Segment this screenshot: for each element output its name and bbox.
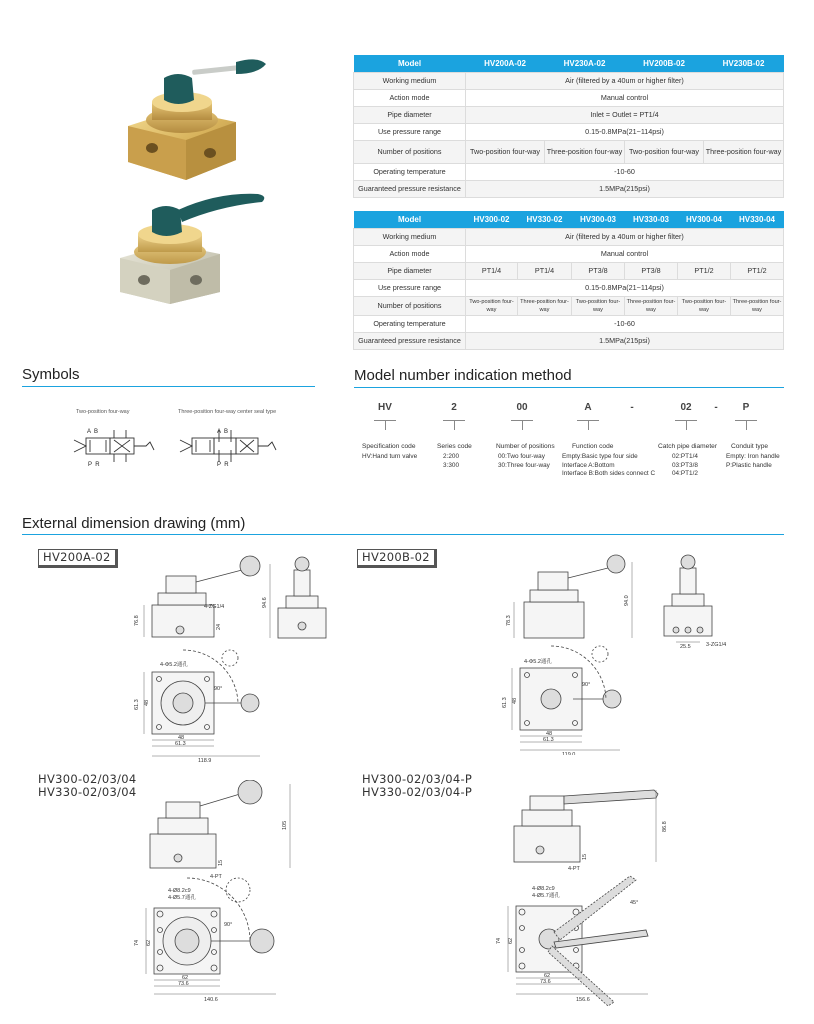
table-header-cell: HV330-04 (731, 211, 784, 229)
dim-label: 62 (146, 939, 152, 946)
row-value: 0.15-0.8MPa(21~114psi) (466, 124, 784, 141)
dim-label: 73.6 (540, 979, 551, 985)
dim-label: 156.6 (576, 997, 590, 1003)
row-cell: Three-position four-way (625, 297, 678, 316)
row-label: Pipe diameter (354, 107, 466, 124)
row-value: 0.15-0.8MPa(21~114psi) (466, 280, 784, 297)
row-value: -10-60 (466, 316, 784, 333)
dim-label: 105 (282, 820, 288, 830)
table-row (354, 229, 784, 246)
row-cell: Two-position four-way (466, 297, 518, 316)
section-title-dimension: External dimension drawing (mm) (22, 515, 246, 532)
row-cell: PT1/2 (678, 263, 731, 280)
row-cell: PT3/8 (625, 263, 678, 280)
dim-label: 48 (178, 735, 185, 741)
spec-table-hv300 (353, 211, 784, 350)
table-header-cell: HV230A-02 (545, 55, 625, 73)
column-lines (498, 453, 550, 470)
row-value: -10-60 (466, 164, 784, 181)
row-cell: PT1/4 (518, 263, 572, 280)
row-cell: Three-position four-way (545, 141, 625, 164)
column-lines (362, 453, 417, 462)
row-cell: PT1/4 (466, 263, 518, 280)
dim-label: 48 (144, 699, 150, 706)
dim-label: 45° (630, 900, 639, 906)
dim-label: 3-ZG1/4 (706, 642, 727, 648)
row-label: Guaranteed pressure resistance (354, 333, 466, 350)
product-image-brass-valve (108, 48, 278, 188)
code-function: A (584, 402, 592, 413)
table-header-cell: HV300-04 (678, 211, 731, 229)
table-header-cell: HV200A-02 (466, 55, 545, 73)
drawing-hv300 (120, 780, 340, 1010)
dim-label: 118.9 (198, 758, 212, 764)
dim-label: 62 (544, 973, 551, 979)
dim-label: 74 (496, 937, 502, 944)
column-title: Function code (572, 443, 614, 450)
row-label: Number of positions (354, 141, 466, 164)
symbol-ports-bottom: P R (88, 462, 100, 468)
row-cell: Three-position four-way (518, 297, 572, 316)
dim-label: 61.3 (543, 737, 554, 743)
dim-label: 4-PT (568, 866, 580, 872)
table-row (354, 246, 784, 263)
symbol-caption-two-position: Two-position four-way (76, 409, 130, 415)
row-cell: PT1/2 (731, 263, 784, 280)
dim-label: 94.6 (262, 597, 268, 608)
dim-label: 119.0 (562, 752, 576, 755)
dim-label: 48 (512, 697, 518, 704)
table-header-cell: HV330-02 (518, 211, 572, 229)
table-row (354, 263, 784, 280)
dim-label: 90° (582, 682, 591, 688)
table-header-row (354, 55, 784, 73)
dim-label: 4-Φ5.2通孔 (160, 662, 188, 668)
drawing-label-line: HV330-02/03/04-P (362, 785, 473, 799)
dim-label: 4-Ø5.7通孔 (168, 895, 196, 901)
table-row (354, 164, 784, 181)
dim-label: 15 (582, 853, 588, 860)
column-line: 2:200 (443, 453, 459, 460)
row-cell: Two-position four-way (572, 297, 625, 316)
row-label: Guaranteed pressure resistance (354, 181, 466, 198)
dim-label: 61.3 (134, 699, 140, 710)
row-label: Working medium (354, 73, 466, 90)
column-lines (672, 453, 698, 479)
row-value: Manual control (466, 90, 784, 107)
column-lines (443, 453, 459, 470)
row-value: Manual control (466, 246, 784, 263)
column-title: Conduit type (731, 443, 769, 450)
column-lines (726, 453, 780, 470)
code-marker (588, 420, 589, 430)
code-marker (454, 420, 455, 430)
dim-label: 4-Ø5.7通孔 (532, 893, 560, 899)
row-cell: Two-position four-way (466, 141, 545, 164)
dim-label: 86.8 (662, 821, 668, 832)
table-row (354, 316, 784, 333)
column-line: HV:Hand turn valve (362, 453, 418, 460)
valve-symbol-two-position (64, 428, 164, 472)
row-value: 1.5MPa(215psi) (466, 333, 784, 350)
table-row (354, 124, 784, 141)
code-pipe: 02 (680, 402, 692, 413)
column-line: Empty:Basic type four side (562, 453, 638, 460)
row-label: Use pressure range (354, 124, 466, 141)
code-marker (686, 420, 687, 430)
dim-label: 4-Φ5.2通孔 (524, 659, 552, 665)
valve-symbol-three-position (176, 428, 286, 472)
row-value: Air (filtered by a 40um or higher filter) (466, 73, 784, 90)
row-label: Operating temperature (354, 316, 466, 333)
drawing-label-line: HV300-02/03/04 (38, 772, 137, 786)
row-label: Working medium (354, 229, 466, 246)
drawing-hv300p (480, 780, 710, 1010)
code-handle: P (742, 402, 750, 413)
section-title-model-method: Model number indication method (354, 367, 572, 384)
column-line: 03:PT3/8 (672, 461, 698, 469)
dim-label: 90° (224, 922, 233, 928)
table-header-cell: Model (354, 211, 466, 229)
code-hv: HV (378, 402, 392, 413)
drawing-label-hv200b: HV200B-02 (357, 549, 437, 568)
dim-label: 74 (134, 939, 140, 946)
code-positions: 00 (516, 402, 528, 413)
table-header-cell: HV300-02 (466, 211, 518, 229)
row-label: Operating temperature (354, 164, 466, 181)
table-header-cell: Model (354, 55, 466, 73)
row-cell: Two-position four-way (678, 297, 731, 316)
table-header-row (354, 211, 784, 229)
section-divider (22, 386, 315, 387)
product-image-aluminum-valve (108, 188, 278, 308)
column-line: Interface A:Bottom (562, 461, 615, 469)
column-line: 02:PT1/4 (672, 453, 698, 460)
table-row (354, 333, 784, 350)
dim-label: 140.6 (204, 997, 218, 1003)
row-cell: Three-position four-way (731, 297, 784, 316)
column-line: P:Plastic handle (726, 461, 772, 469)
dim-label: 25.5 (680, 644, 691, 650)
section-divider (22, 534, 784, 535)
column-title: Number of positions (496, 443, 555, 450)
code-dash: - (630, 402, 634, 413)
dim-label: 94.0 (624, 595, 630, 606)
table-row (354, 297, 784, 316)
table-header-cell: HV300-03 (572, 211, 625, 229)
column-line: Empty: Iron handle (726, 453, 780, 460)
table-header-cell: HV200B-02 (625, 55, 704, 73)
dim-label: 62 (182, 975, 189, 981)
row-label: Use pressure range (354, 280, 466, 297)
column-line: Interface B:Both sides connect C (562, 470, 656, 478)
dim-label: 4-Ø8.2c9 (168, 888, 191, 894)
dim-label: 4-Ø8.2c9 (532, 886, 555, 892)
drawing-label-hv300p (362, 773, 472, 799)
row-cell: Three-position four-way (704, 141, 784, 164)
dim-label: 61.3 (502, 697, 508, 708)
column-title: Catch pipe diameter (658, 443, 718, 450)
dim-label: 73.6 (178, 981, 189, 987)
dim-label: 78.3 (506, 615, 512, 626)
symbol-ports-top: A B (217, 429, 229, 435)
column-line: 00:Two four-way (498, 453, 545, 460)
row-label: Number of positions (354, 297, 466, 316)
symbol-ports-bottom: P R (217, 462, 229, 468)
row-label: Action mode (354, 246, 466, 263)
dim-label: 90° (214, 686, 223, 692)
code-marker (746, 420, 747, 430)
dim-label: 4-PT (210, 874, 222, 880)
code-dash: - (714, 402, 718, 413)
spec-table-hv200 (353, 55, 784, 198)
table-row (354, 280, 784, 297)
column-lines (562, 453, 655, 479)
table-row (354, 141, 784, 164)
code-marker (385, 420, 386, 430)
table-header-cell: HV230B-02 (704, 55, 784, 73)
table-row (354, 107, 784, 124)
row-cell: Two-position four-way (625, 141, 704, 164)
drawing-label-line: HV300-02/03/04-P (362, 772, 473, 786)
dim-label: 76.8 (134, 615, 140, 626)
section-divider (354, 387, 784, 388)
table-row (354, 181, 784, 198)
dim-label: 15 (218, 859, 224, 866)
drawing-label-hv200a: HV200A-02 (38, 549, 118, 568)
section-title-symbols: Symbols (22, 366, 80, 383)
dim-label: 48 (546, 731, 553, 737)
symbol-ports-top: A B (87, 429, 99, 435)
row-cell: PT3/8 (572, 263, 625, 280)
row-value: Inlet = Outlet = PT1/4 (466, 107, 784, 124)
dim-label: 24 (216, 623, 222, 630)
code-marker (522, 420, 523, 430)
table-row (354, 73, 784, 90)
code-series: 2 (451, 402, 457, 413)
row-value: Air (filtered by a 40um or higher filter) (466, 229, 784, 246)
table-header-cell: HV330-03 (625, 211, 678, 229)
column-line: 04:PT1/2 (672, 470, 698, 478)
drawing-label-line: HV330-02/03/04 (38, 785, 137, 799)
symbol-caption-three-position: Three-position four-way center seal type (178, 409, 277, 415)
column-title: Specification code (362, 443, 416, 450)
drawing-hv200a (130, 550, 350, 765)
column-line: 3:300 (443, 461, 459, 469)
dim-label: 62 (508, 937, 514, 944)
column-title: Series code (437, 443, 472, 450)
column-line: 30:Three four-way (498, 461, 550, 469)
row-value: 1.5MPa(215psi) (466, 181, 784, 198)
table-row (354, 90, 784, 107)
dim-label: 61.3 (175, 741, 186, 747)
drawing-hv200b (500, 550, 750, 755)
dim-label: 4-ZG1/4 (204, 604, 225, 610)
row-label: Pipe diameter (354, 263, 466, 280)
row-label: Action mode (354, 90, 466, 107)
